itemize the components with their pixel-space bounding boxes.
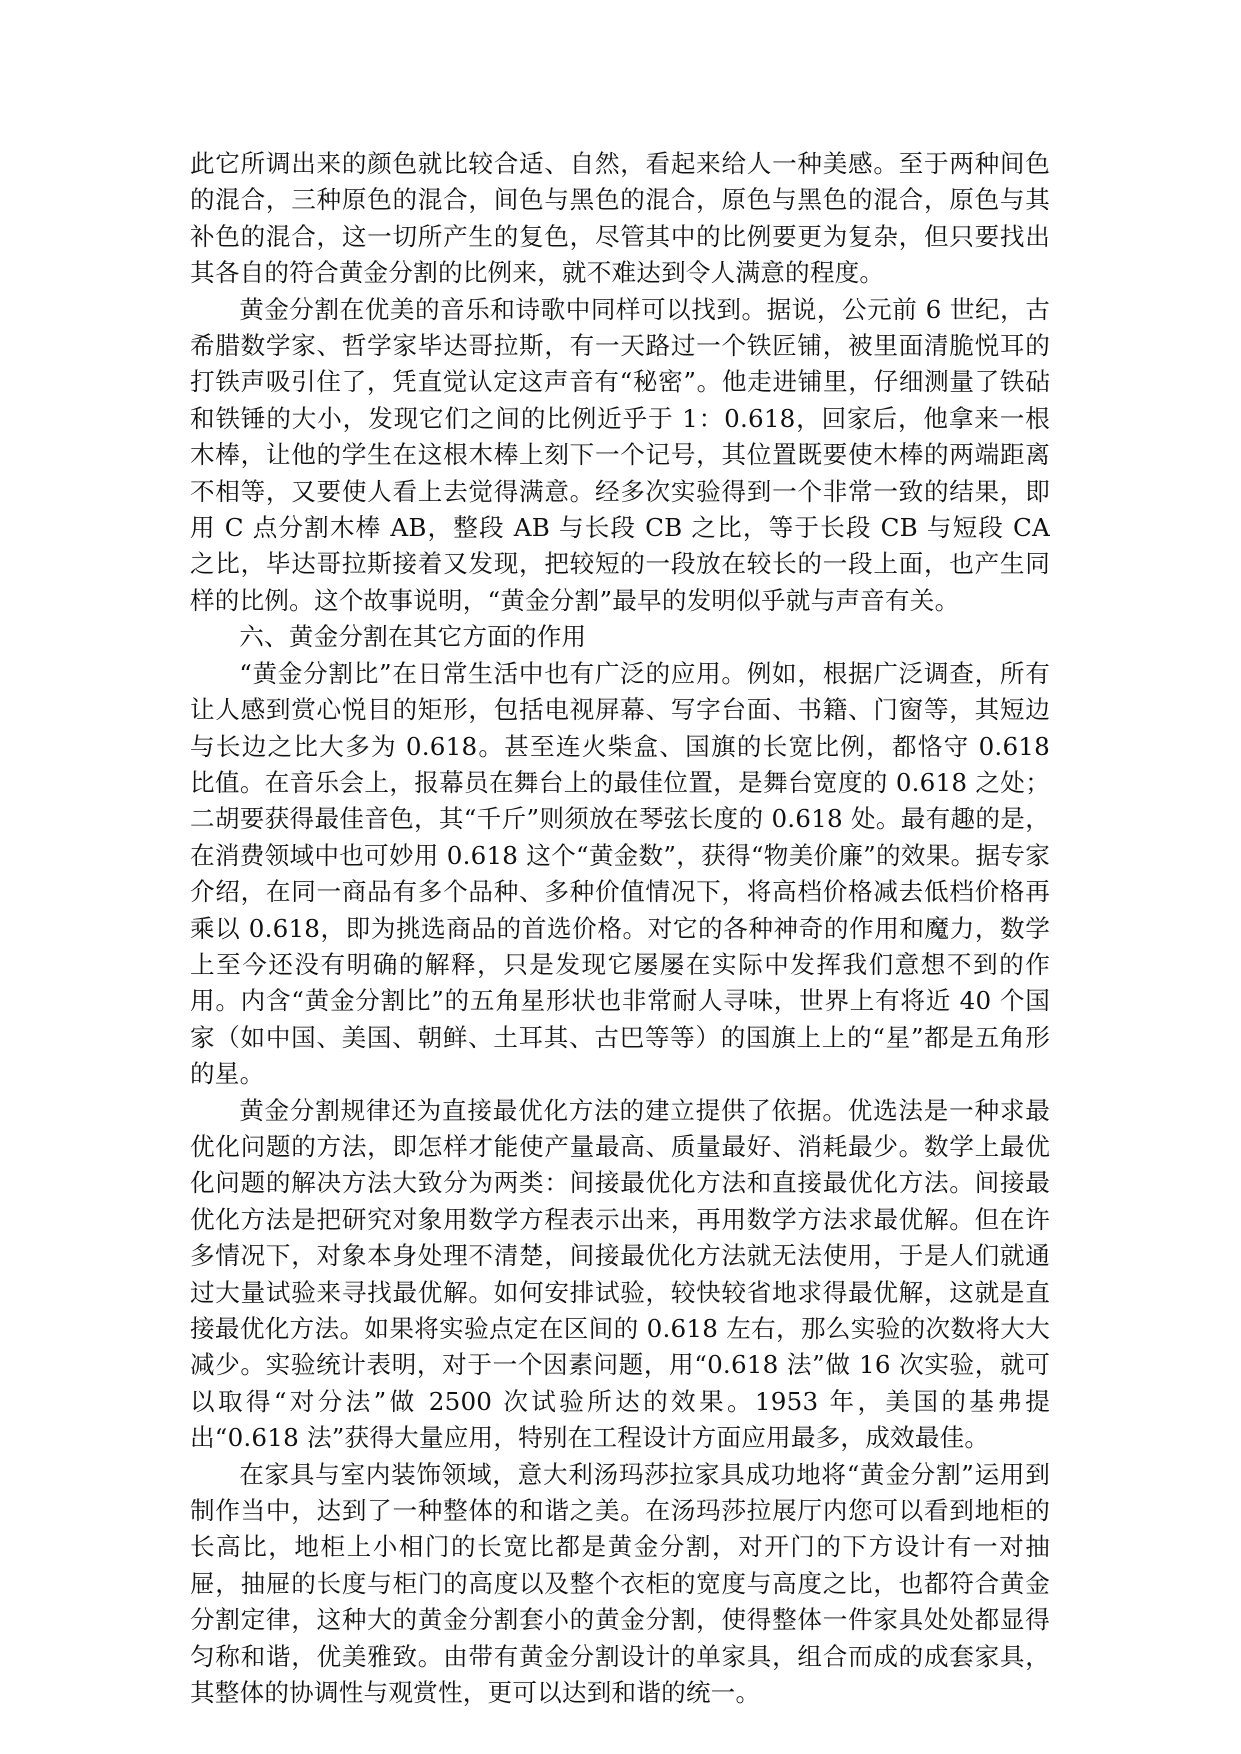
paragraph-furniture: 在家具与室内装饰领域，意大利汤玛莎拉家具成功地将“黄金分割”运用到制作当中，达到了一种整体的和谐之美。在汤玛莎拉展厅内您可以看到地柜的长高比，地柜上小相门的长宽比都是黄金分割，对开门的下方设计有一对抽屉，抽屉的长度与柜门的高度以及整个衣柜的宽度与高度之比，也都符合黄金分割定律，这种大的黄金分割套小的黄金分割，使得整体一件家具处处都显得匀称和谐，优美雅致。由带有黄金分割设计的单家具，组合而成的成套家具，其整体的协调性与观赏性，更可以达到和谐的统一。 xyxy=(190,1459,1050,1708)
section-heading-other-uses: 六、黄金分割在其它方面的作用 xyxy=(239,622,587,652)
document-body xyxy=(190,146,1050,1711)
paragraph-optimization: 黄金分割规律还为直接最优化方法的建立提供了依据。优选法是一种求最优化问题的方法，即怎样才能使产量最高、质量最好、消耗最少。数学上最优化问题的解决方法大致分为两类：间接最优化方法和直接最优化方法。间接最优化方法是把研究对象用数学方程表示出来，再用数学方法求最优解。但在许多情况下，对象本身处理不清楚，间接最优化方法就无法使用，于是人们就通过大量试验来寻找最优解。如何安排试验，较快较省地求得最优解，这就是直接最优化方法。如果将实验点定在区间的 0.618 左右，那么实验的次数将大大减少。实验统计表明，对于一个因素问题，用“0.618 法”做 16 次实验，就可以取得“对分法”做 2500 次试验所达的效果。1953 年，美国的基弗提出“0.618 法”获得大量应用，特别在工程设计方面应用最多，成效最佳。 xyxy=(190,1095,1050,1453)
paragraph-color-mixing: 此它所调出来的颜色就比较合适、自然，看起来给人一种美感。至于两种间色的混合，三种原色的混合，间色与黑色的混合，原色与黑色的混合，原色与其补色的混合，这一切所产生的复色，尽管其中的比例要更为复杂，但只要找出其各自的符合黄金分割的比例来，就不难达到令人满意的程度。 xyxy=(190,149,1050,288)
paragraph-music-poetry: 黄金分割在优美的音乐和诗歌中同样可以找到。据说，公元前 6 世纪，古希腊数学家、哲学家毕达哥拉斯，有一天路过一个铁匠铺，被里面清脆悦耳的打铁声吸引住了，凭直觉认定这声音有“秘密”。他走进铺里，仔细测量了铁砧和铁锤的大小，发现它们之间的比例近乎于 1：0.618，回家后，他拿来一根木棒，让他的学生在这根木棒上刻下一个记号，其位置既要使木棒的两端距离不相等，又要使人看上去觉得满意。经多次实验得到一个非常一致的结果，即用 C 点分割木棒 AB，整段 AB 与长段 CB 之比，等于长段 CB 与短段 CA 之比，毕达哥拉斯接着又发现，把较短的一段放在较长的一段上面，也产生同样的比例。这个故事说明，“黄金分割”最早的发明似乎就与声音有关。 xyxy=(190,294,1050,615)
paragraph-daily-life: “黄金分割比”在日常生活中也有广泛的应用。例如，根据广泛调查，所有让人感到赏心悦目的矩形，包括电视屏幕、写字台面、书籍、门窗等，其短边与长边之比大多为 0.618。甚至连火柴盒、国旗的长宽比例，都恪守 0.618 比值。在音乐会上，报幕员在舞台上的最佳位置，是舞台宽度的 0.618 之处；二胡要获得最佳音色，其“千斤”则须放在琴弦长度的 0.618 处。最有趣的是，在消费领域中也可妙用 0.618 这个“黄金数”，获得“物美价廉”的效果。据专家介绍，在同一商品有多个品种、多种价值情况下，将高档价格减去低档价格再乘以 0.618，即为挑选商品的首选价格。对它的各种神奇的作用和魔力，数学上至今还没有明确的解释，只是发现它屡屡在实际中发挥我们意想不到的作用。内含“黄金分割比”的五角星形状也非常耐人寻味，世界上有将近 40 个国家（如中国、美国、朝鲜、土耳其、古巴等等）的国旗上上的“星”都是五角形的星。 xyxy=(190,658,1050,1089)
